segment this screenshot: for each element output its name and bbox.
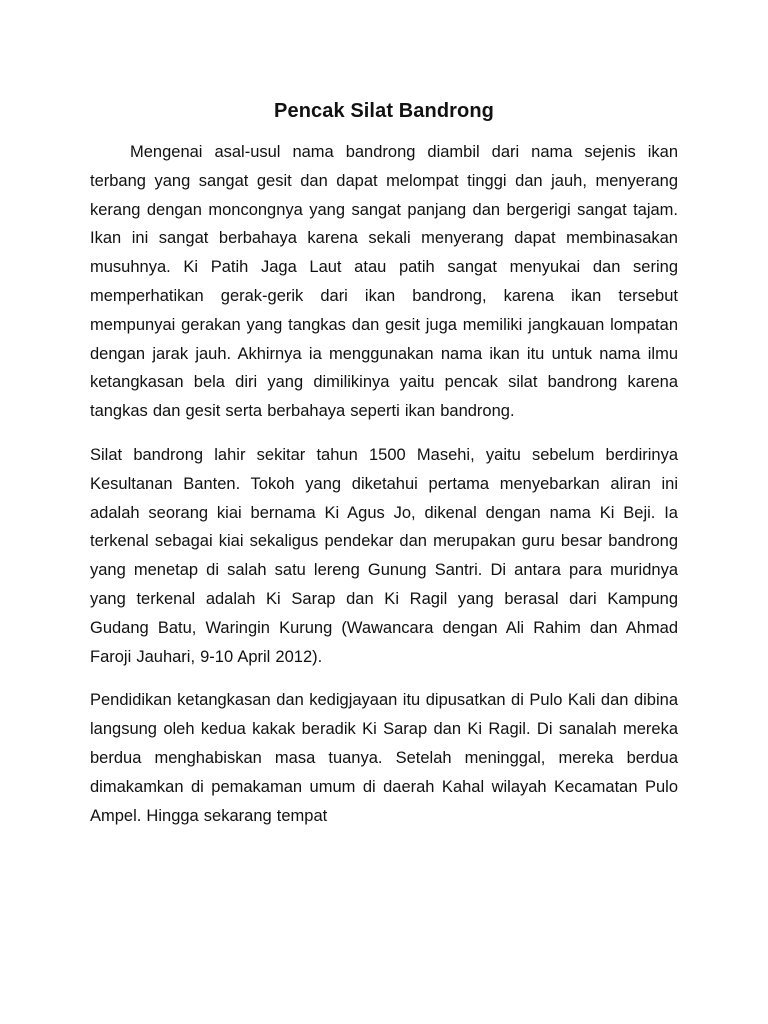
paragraph-1: Mengenai asal-usul nama bandrong diambil dari nama sejenis ikan terbang yang sangat gesit dan dapat melompat tinggi dan jauh, menyerang kerang dengan moncongnya yang sangat panjang dan bergerigi sangat tajam. Ikan ini sangat berbahaya karena sekali menyerang dapat membinasakan musuhnya. Ki Patih Jaga Laut atau patih sangat menyukai dan sering memperhatikan gerak-gerik dari ikan bandrong, karena ikan tersebut mempunyai gerakan yang tangkas dan gesit juga memiliki jangkauan lompatan dengan jarak jauh. Akhirnya ia menggunakan nama ikan itu untuk nama ilmu ketangkasan bela diri yang dimilikinya yaitu pencak silat bandrong karena tangkas dan gesit serta berbahaya seperti ikan bandrong. [90, 143, 678, 421]
paragraph-2: Silat bandrong lahir sekitar tahun 1500 Masehi, yaitu sebelum berdirinya Kesultanan Banten. Tokoh yang diketahui pertama menyebarkan aliran ini adalah seorang kiai bernama Ki Agus Jo, dikenal dengan nama Ki Beji. Ia terkenal sebagai kiai sekaligus pendekar dan merupakan guru besar bandrong yang menetap di salah satu lereng Gunung Santri. Di antara para muridnya yang terkenal adalah Ki Sarap dan Ki Ragil yang berasal dari Kampung Gudang Batu, Waringin Kurung (Wawancara dengan Ali Rahim dan Ahmad Faroji Jauhari, 9-10 April 2012). [90, 445, 678, 666]
document-title: Pencak Silat Bandrong [274, 100, 494, 122]
paragraph-3: Pendidikan ketangkasan dan kedigjayaan itu dipusatkan di Pulo Kali dan dibina langsung oleh kedua kakak beradik Ki Sarap dan Ki Ragil. Di sanalah mereka berdua menghabiskan masa tuanya. Setelah meninggal, mereka berdua dimakamkan di pemakaman umum di daerah Kahal wilayah Kecamatan Pulo Ampel. Hingga sekarang tempat [90, 691, 678, 825]
document-body [90, 96, 678, 845]
